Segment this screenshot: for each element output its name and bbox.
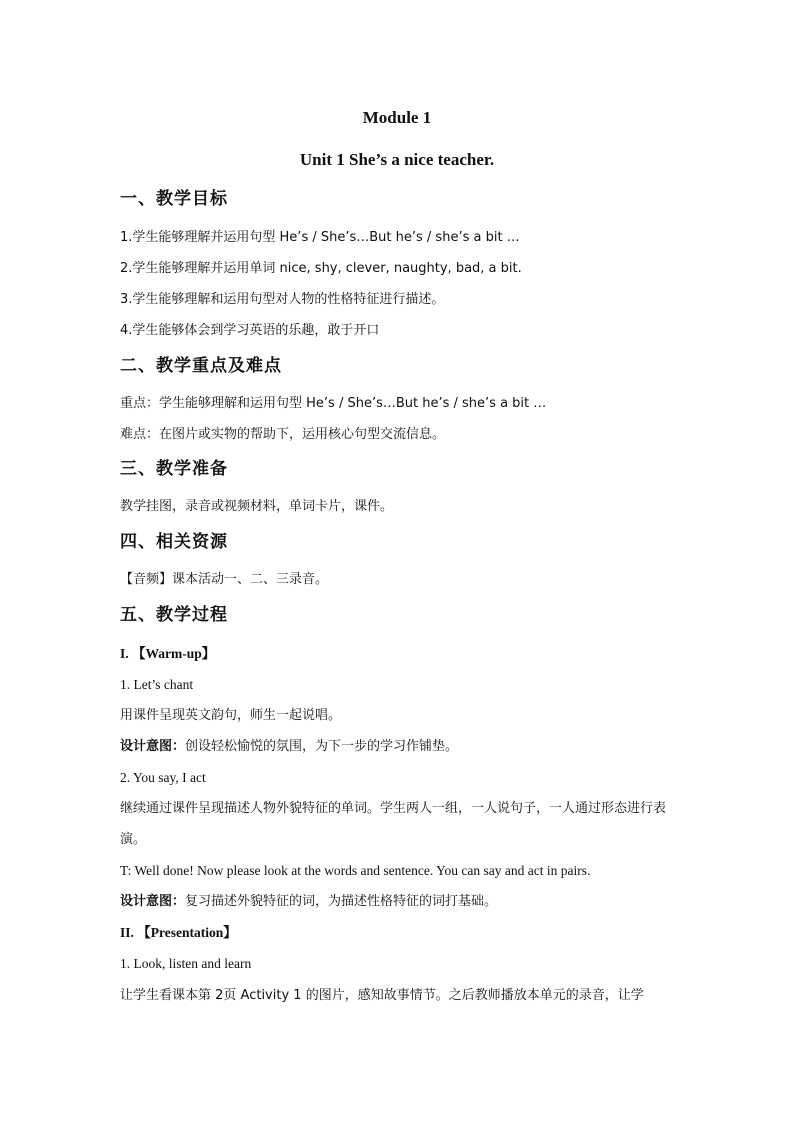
unit-title: Unit 1 She’s a nice teacher. <box>299 150 495 169</box>
module-title: Module 1 <box>362 108 432 127</box>
preparation-text: 教学挂图，录音或视频材料，单词卡片，课件。 <box>120 499 394 514</box>
design-intent-text: 创设轻松愉悦的氛围，为下一步的学习作铺垫。 <box>185 739 459 754</box>
section-heading-objectives: 一、教学目标 <box>120 189 228 209</box>
step1-intent <box>120 740 458 753</box>
step3-text: 让学生看课本第 2页 Activity 1 的图片，感知故事情节。之后教师播放本单元的录音，让学 <box>120 988 644 1003</box>
section-heading-preparation: 三、教学准备 <box>120 459 228 479</box>
resources-text: 【音频】课本活动一、二、三录音。 <box>120 572 329 587</box>
warmup-heading: I. 【Warm-up】 <box>120 646 216 661</box>
design-intent-text: 复习描述外貌特征的词，为描述性格特征的词打基础。 <box>185 894 498 909</box>
design-intent-label: 设计意图： <box>120 739 186 754</box>
key-point-focus: 重点：学生能够理解和运用句型 He’s / She’s…But he’s / she’s a bit … <box>120 396 547 411</box>
step1-text: 用课件呈现英文韵句，师生一起说唱。 <box>120 708 342 723</box>
key-point-difficulty: 难点：在图片或实物的帮助下，运用核心句型交流信息。 <box>120 427 446 442</box>
step2-title: 2. You say, I act <box>120 770 206 785</box>
step2-intent <box>120 895 497 908</box>
step3-title: 1. Look, listen and learn <box>120 956 252 971</box>
objective-item-2: 2.学生能够理解并运用单词 nice, shy, clever, naughty, bad, a bit. <box>120 261 522 276</box>
objective-item-3: 3.学生能够理解和运用句型对人物的性格特征进行描述。 <box>120 292 445 307</box>
objective-item-1: 1.学生能够理解并运用句型 He’s / She’s…But he’s / she’s a bit … <box>120 230 520 245</box>
section-heading-process: 五、教学过程 <box>120 605 228 625</box>
step2-teacher-line: T: Well done! Now please look at the words and sentence. You can say and act in pairs. <box>120 863 591 878</box>
step2-text: 继续通过课件呈现描述人物外貌特征的单词。学生两人一组，一人说句子，一人通过形态进行表演。 <box>120 801 667 847</box>
objective-item-4: 4.学生能够体会到学习英语的乐趣，敢于开口 <box>120 323 380 338</box>
step1-title: 1. Let’s chant <box>120 677 194 692</box>
presentation-heading: II. 【Presentation】 <box>120 925 237 940</box>
section-heading-resources: 四、相关资源 <box>120 532 228 552</box>
section-heading-key-points: 二、教学重点及难点 <box>120 356 282 376</box>
design-intent-label: 设计意图： <box>120 894 186 909</box>
